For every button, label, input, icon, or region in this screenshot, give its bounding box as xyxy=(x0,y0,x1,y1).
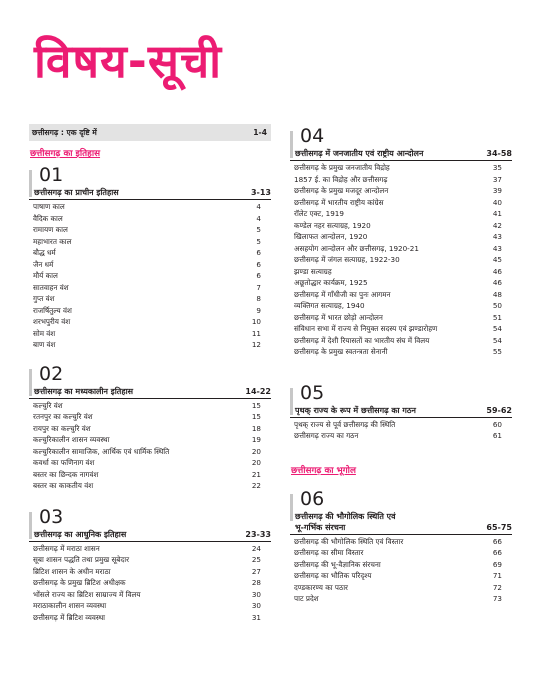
toc-entry-title: बौद्ध धर्म xyxy=(33,248,56,257)
toc-entry-title: महाभारत काल xyxy=(33,236,72,246)
toc-entry-page: 18 xyxy=(251,423,261,433)
toc-entry-page: 69 xyxy=(492,559,502,569)
chapter-pages: 59-62 xyxy=(486,405,512,415)
section-heading-history[interactable]: छत्तीसगढ़ का इतिहास xyxy=(30,149,101,159)
toc-entry-title: रॉलेट एक्ट, 1919 xyxy=(294,209,344,218)
chapter-heading[interactable] xyxy=(29,386,271,399)
toc-entry[interactable] xyxy=(290,335,512,347)
chapter-title: पृथक् राज्य के रूप में छत्तीसगढ़ का गठन xyxy=(295,405,416,415)
toc-entry-title: छत्तीसगढ़ के प्रमुख मजदूर आन्दोलन xyxy=(294,186,389,195)
toc-entry-title: जैन धर्म xyxy=(33,259,54,269)
toc-entry-page: 4 xyxy=(256,202,261,211)
overview-title: छत्तीसगढ़ : एक दृष्टि में xyxy=(32,127,97,137)
toc-entry[interactable] xyxy=(29,469,271,481)
toc-entry[interactable] xyxy=(29,270,271,282)
chapter-06 xyxy=(290,487,512,605)
toc-entry-page: 66 xyxy=(492,548,502,557)
chapter-pages: 14-22 xyxy=(245,386,271,396)
chapter-title-line-2: भू-गर्भिक संरचना xyxy=(295,522,346,532)
chapter-03 xyxy=(29,505,271,624)
toc-entry-title: व्यक्तिगत सत्याग्रह, 1940 xyxy=(294,301,365,310)
toc-entry-title: बाण वंश xyxy=(33,340,56,349)
toc-entry-title: कवर्धा का फणिनाग वंश xyxy=(33,458,95,467)
toc-entry-page: 19 xyxy=(251,435,261,444)
toc-entry-title: छत्तीसगढ़ राज्य का गठन xyxy=(294,431,359,440)
toc-entry-title: कण्डेल नहर सत्याग्रह, 1920 xyxy=(294,220,371,230)
toc-entry-title: छत्तीसगढ़ के प्रमुख स्वतन्त्रता सेनानी xyxy=(294,347,388,356)
toc-entry[interactable] xyxy=(29,328,271,340)
toc-entry[interactable] xyxy=(290,254,512,266)
toc-entry[interactable] xyxy=(290,277,512,289)
toc-entry[interactable] xyxy=(290,266,512,278)
toc-entry-title: छत्तीसगढ़ में ब्रिटिश व्यवस्था xyxy=(33,612,106,622)
chapter-number: 05 xyxy=(300,381,325,404)
toc-entry-page: 4 xyxy=(256,213,261,223)
toc-entry-page: 43 xyxy=(492,243,502,253)
chapter-items xyxy=(290,162,512,358)
toc-entry-page: 46 xyxy=(492,278,502,287)
toc-entry-page: 46 xyxy=(492,266,502,276)
toc-entry[interactable] xyxy=(29,247,271,259)
toc-entry[interactable] xyxy=(29,423,271,435)
toc-entry-page: 73 xyxy=(492,594,502,603)
toc-entry[interactable] xyxy=(29,259,271,271)
toc-entry[interactable] xyxy=(29,577,271,589)
toc-entry[interactable] xyxy=(290,197,512,209)
toc-entry-title: छत्तीसगढ़ में भारतीय राष्ट्रीय कांग्रेस xyxy=(294,197,384,207)
toc-entry[interactable] xyxy=(29,434,271,446)
overview-pages: 1-4 xyxy=(253,128,267,137)
toc-entry-title: संविधान सभा में राज्य से नियुक्त सदस्य एवं झण्डारोहण xyxy=(294,324,438,333)
toc-entry-page: 8 xyxy=(256,294,261,303)
toc-entry-page: 45 xyxy=(492,255,502,264)
toc-entry-page: 21 xyxy=(251,469,261,479)
toc-entry[interactable] xyxy=(29,480,271,492)
toc-entry-page: 15 xyxy=(251,400,261,410)
toc-entry-page: 39 xyxy=(492,186,502,195)
toc-entry-page: 35 xyxy=(492,163,502,172)
overview-entry[interactable] xyxy=(29,124,271,141)
toc-entry[interactable] xyxy=(29,411,271,423)
toc-entry-page: 24 xyxy=(251,543,261,553)
toc-entry-page: 55 xyxy=(492,347,502,356)
toc-entry-page: 71 xyxy=(492,571,502,580)
toc-entry[interactable] xyxy=(290,430,512,442)
toc-entry-page: 12 xyxy=(251,340,261,349)
chapter-pages: 65-75 xyxy=(486,522,512,532)
toc-entry-page: 41 xyxy=(492,209,502,218)
toc-entry-page: 66 xyxy=(492,536,502,546)
toc-entry[interactable] xyxy=(290,593,512,605)
chapter-number: 03 xyxy=(39,505,64,528)
toc-entry[interactable] xyxy=(29,339,271,351)
toc-entry-title: बस्तर का काकतीय वंश xyxy=(33,481,94,490)
toc-entry-page: 6 xyxy=(256,271,261,280)
chapter-number: 01 xyxy=(39,164,64,186)
chapter-heading[interactable] xyxy=(290,148,512,161)
chapter-pages: 23-33 xyxy=(245,529,271,539)
toc-entry-title: छत्तीसगढ़ में जंगल सत्याग्रह, 1922-30 xyxy=(294,255,400,264)
toc-entry-title: छत्तीसगढ़ की भू-वैज्ञानिक संरचना xyxy=(294,559,381,569)
toc-entry[interactable] xyxy=(290,547,512,559)
toc-entry-page: 7 xyxy=(256,282,261,292)
toc-entry-title: भोंसले राज्य का ब्रिटिश साम्राज्य में विलय xyxy=(33,589,141,599)
toc-entry[interactable] xyxy=(290,570,512,582)
toc-entry[interactable] xyxy=(290,162,512,174)
toc-entry-title: छत्तीसगढ़ में देशी रियासतों का भारतीय संघ में विलय xyxy=(294,335,430,345)
toc-entry-title: छत्तीसगढ़ में मराठा शासन xyxy=(33,543,100,553)
toc-entry-page: 37 xyxy=(492,174,502,184)
toc-entry-title: छत्तीसगढ़ में गाँधीजी का पुनः आगमन xyxy=(294,289,391,299)
toc-entry[interactable] xyxy=(290,220,512,232)
toc-entry-page: 9 xyxy=(256,305,261,315)
chapter-01 xyxy=(29,163,271,351)
toc-entry-title: मराठाकालीन शासन व्यवस्था xyxy=(33,601,107,610)
chapter-title-line-1: छत्तीसगढ़ की भौगोलिक स्थिति एवं xyxy=(295,511,396,521)
toc-entry-title: कल्चुरिकालीन सामाजिक, आर्थिक एवं धार्मिक स्थिति xyxy=(33,446,170,456)
toc-entry-page: 28 xyxy=(251,578,261,587)
chapter-heading[interactable] xyxy=(290,511,512,535)
toc-entry-title: बस्तर का छिन्दक नागवंश xyxy=(33,469,99,479)
toc-entry-title: कल्चुरि वंश xyxy=(33,400,63,410)
chapter-items xyxy=(29,400,271,492)
toc-entry-title: पाट प्रदेश xyxy=(294,594,319,603)
toc-entry-page: 54 xyxy=(492,324,502,333)
toc-entry-page: 6 xyxy=(256,248,261,257)
toc-entry-title: खिलाफत आन्दोलन, 1920 xyxy=(294,232,368,241)
chapter-items xyxy=(29,543,271,624)
toc-entry-title: छत्तीसगढ़ के प्रमुख ब्रिटिश अधीक्षक xyxy=(33,578,126,587)
toc-entry-title: पाषाण काल xyxy=(33,202,65,211)
toc-entry-title: छत्तीसगढ़ के प्रमुख जनजातीय विद्रोह xyxy=(294,163,390,172)
toc-entry-title: छत्तीसगढ़ का भौतिक परिदृश्य xyxy=(294,571,372,580)
toc-entry-page: 51 xyxy=(492,312,502,322)
toc-entry-page: 31 xyxy=(251,612,261,622)
toc-entry-page: 25 xyxy=(251,555,261,564)
toc-entry-page: 22 xyxy=(251,481,261,490)
toc-entry-page: 11 xyxy=(251,328,261,338)
toc-entry[interactable] xyxy=(290,174,512,186)
chapter-title: छत्तीसगढ़ का प्राचीन इतिहास xyxy=(34,188,119,197)
chapter-05 xyxy=(290,381,512,442)
toc-entry-page: 54 xyxy=(492,335,502,345)
toc-entry[interactable] xyxy=(29,305,271,317)
toc-entry-title: मौर्य काल xyxy=(33,271,58,280)
toc-entry-title: रामायण काल xyxy=(33,225,68,234)
toc-entry-page: 20 xyxy=(251,458,261,467)
toc-entry[interactable] xyxy=(290,300,512,312)
toc-entry-title: असहयोग आन्दोलन और छत्तीसगढ़, 1920-21 xyxy=(294,243,419,253)
chapter-title: छत्तीसगढ़ का आधुनिक इतिहास xyxy=(34,529,127,539)
toc-entry-title: रायपुर का कल्चुरि वंश xyxy=(33,423,91,433)
toc-entry[interactable] xyxy=(290,185,512,197)
chapter-heading[interactable] xyxy=(29,529,271,542)
toc-entry[interactable] xyxy=(29,400,271,412)
toc-entry-page: 30 xyxy=(251,589,261,599)
toc-entry[interactable] xyxy=(290,559,512,571)
toc-entry-page: 15 xyxy=(251,412,261,421)
toc-entry-title: सातवाहन वंश xyxy=(33,282,69,292)
chapter-04 xyxy=(290,124,512,358)
toc-entry-title: झण्डा सत्याग्रह xyxy=(294,266,332,276)
toc-entry-title: छत्तीसगढ़ का सीमा विस्तार xyxy=(294,548,364,557)
toc-entry[interactable] xyxy=(29,543,271,555)
chapter-number: 04 xyxy=(300,125,325,147)
toc-entry-title: ब्रिटिश शासन के अधीन मराठा xyxy=(33,566,111,576)
toc-entry-title: सूबा शासन पद्धति तथा प्रमुख सूबेदार xyxy=(33,555,130,564)
toc-entry-title: गुप्त वंश xyxy=(33,294,55,303)
toc-entry[interactable] xyxy=(290,536,512,548)
toc-entry-title: राजर्षितुल्य वंश xyxy=(33,305,72,315)
chapter-pages: 34-58 xyxy=(486,149,512,158)
toc-entry-page: 10 xyxy=(251,317,261,326)
toc-entry[interactable] xyxy=(29,446,271,458)
toc-entry[interactable] xyxy=(29,457,271,469)
toc-entry-page: 5 xyxy=(256,236,261,246)
chapter-title-row xyxy=(295,522,512,533)
toc-entry[interactable] xyxy=(29,554,271,566)
toc-entry[interactable] xyxy=(29,566,271,578)
toc-entry[interactable] xyxy=(29,213,271,225)
toc-right-column xyxy=(290,124,512,609)
toc-entry[interactable] xyxy=(29,236,271,248)
toc-entry[interactable] xyxy=(290,419,512,431)
toc-entry-page: 27 xyxy=(251,566,261,576)
toc-entry[interactable] xyxy=(29,282,271,294)
toc-entry[interactable] xyxy=(290,346,512,358)
toc-entry-page: 42 xyxy=(492,220,502,230)
section-heading-geography[interactable]: छत्तीसगढ़ का भूगोल xyxy=(291,465,356,476)
toc-entry[interactable] xyxy=(290,312,512,324)
toc-entry-page: 48 xyxy=(492,289,502,299)
toc-entry-title: छत्तीसगढ़ में भारत छोड़ो आन्दोलन xyxy=(294,312,383,322)
chapter-title: छत्तीसगढ़ में जनजातीय एवं राष्ट्रीय आन्दोलन xyxy=(295,149,424,158)
toc-entry-title: रतनपुर का कल्चुरि वंश xyxy=(33,412,93,421)
toc-entry[interactable] xyxy=(29,589,271,601)
chapter-02 xyxy=(29,362,271,492)
chapter-items xyxy=(29,201,271,351)
toc-entry[interactable] xyxy=(29,600,271,612)
toc-entry[interactable] xyxy=(290,208,512,220)
toc-entry[interactable] xyxy=(29,293,271,305)
chapter-number: 02 xyxy=(39,362,64,385)
page-title: विषय-सूची xyxy=(34,34,223,88)
toc-entry-title: दण्डकारण्य का पठार xyxy=(294,582,348,592)
toc-entry[interactable] xyxy=(29,316,271,328)
toc-entry-page: 30 xyxy=(251,601,261,610)
chapter-heading[interactable] xyxy=(290,405,512,418)
toc-entry-title: अछूतोद्धार कार्यक्रम, 1925 xyxy=(294,278,368,287)
toc-entry-page: 20 xyxy=(251,446,261,456)
toc-entry-title: छत्तीसगढ़ की भौगोलिक स्थिति एवं विस्तार xyxy=(294,536,404,546)
toc-entry-title: शरभपुरीय वंश xyxy=(33,317,71,326)
chapter-heading[interactable] xyxy=(29,187,271,200)
toc-entry[interactable] xyxy=(29,201,271,213)
chapter-number: 06 xyxy=(300,487,325,510)
toc-entry-page: 5 xyxy=(256,225,261,234)
toc-entry[interactable] xyxy=(290,289,512,301)
toc-entry[interactable] xyxy=(290,243,512,255)
toc-entry[interactable] xyxy=(29,612,271,624)
toc-entry-page: 40 xyxy=(492,197,502,207)
toc-entry[interactable] xyxy=(290,231,512,243)
toc-entry-title: कल्चुरिकालीन शासन व्यवस्था xyxy=(33,435,110,444)
chapter-title: छत्तीसगढ़ का मध्यकालीन इतिहास xyxy=(34,386,134,396)
toc-entry-page: 50 xyxy=(492,301,502,310)
toc-entry-title: वैदिक काल xyxy=(33,213,63,223)
toc-entry[interactable] xyxy=(290,323,512,335)
chapter-items xyxy=(290,536,512,605)
toc-left-column xyxy=(29,124,271,627)
toc-entry-page: 72 xyxy=(492,582,502,592)
toc-entry[interactable] xyxy=(29,224,271,236)
chapter-pages: 3-13 xyxy=(250,188,271,197)
toc-entry-title: 1857 ई. का विद्रोह और छत्तीसगढ़ xyxy=(294,174,388,184)
toc-entry-title: पृथक् राज्य से पूर्व छत्तीसगढ़ की स्थिति xyxy=(294,419,396,429)
toc-entry-page: 60 xyxy=(492,419,502,429)
toc-entry-page: 61 xyxy=(492,431,502,440)
toc-entry-page: 43 xyxy=(492,232,502,241)
toc-entry[interactable] xyxy=(290,582,512,594)
chapter-items xyxy=(290,419,512,442)
toc-entry-page: 6 xyxy=(256,259,261,269)
toc-entry-title: सोम वंश xyxy=(33,328,56,338)
